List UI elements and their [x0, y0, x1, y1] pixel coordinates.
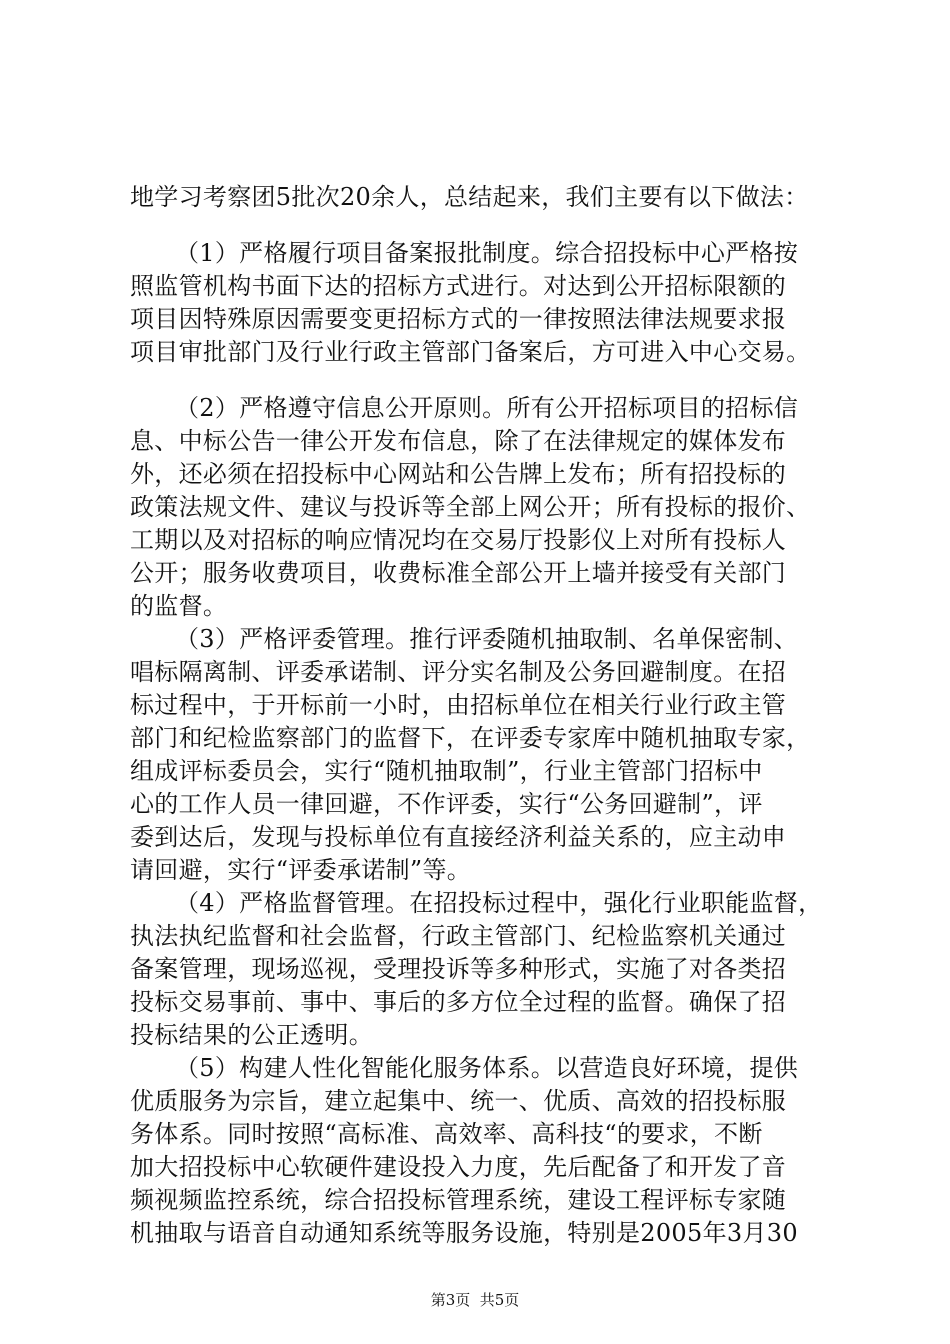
- body-text-line: 加大招投标中心软硬件建设投入力度，先后配备了和开发了音: [130, 1153, 787, 1181]
- body-text-line: 的监督。: [130, 592, 228, 620]
- body-text-line: 照监管机构书面下达的招标方式进行。对达到公开招标限额的: [130, 272, 787, 300]
- paragraph-2-first-line: （2）严格遵守信息公开原则。所有公开招标项目的招标信: [175, 394, 799, 422]
- body-text-line: 投标交易事前、事中、事后的多方位全过程的监督。确保了招: [130, 988, 787, 1016]
- body-text-line: 公开；服务收费项目，收费标准全部公开上墙并接受有关部门: [130, 559, 787, 587]
- paragraph-4-first-line: （4）严格监督管理。在招投标过程中，强化行业职能监督，: [175, 889, 823, 917]
- body-text-line: 项目因特殊原因需要变更招标方式的一律按照法律法规要求报: [130, 305, 787, 333]
- body-text-line: 标过程中，于开标前一小时，由招标单位在相关行业行政主管: [130, 691, 787, 719]
- body-text-line: 优质服务为宗旨，建立起集中、统一、优质、高效的招投标服: [130, 1087, 787, 1115]
- body-text-line: 工期以及对招标的响应情况均在交易厅投影仪上对所有投标人: [130, 526, 787, 554]
- body-text-line: 地学习考察团5批次20余人，总结起来，我们主要有以下做法：: [130, 183, 809, 211]
- paragraph-3-first-line: （3）严格评委管理。推行评委随机抽取制、名单保密制、: [175, 625, 799, 653]
- body-text-line: 外，还必须在招投标中心网站和公告牌上发布；所有招投标的: [130, 460, 787, 488]
- body-text-line: 委到达后，发现与投标单位有直接经济利益关系的，应主动申: [130, 823, 787, 851]
- body-text-line: 息、中标公告一律公开发布信息，除了在法律规定的媒体发布: [130, 427, 787, 455]
- body-text-line: 频视频监控系统，综合招投标管理系统，建设工程评标专家随: [130, 1186, 787, 1214]
- body-text-line: 唱标隔离制、评委承诺制、评分实名制及公务回避制度。在招: [130, 658, 787, 686]
- body-text-line: 组成评标委员会，实行“随机抽取制”，行业主管部门招标中: [130, 757, 763, 785]
- page-number-footer: 第3页 共5页: [430, 1291, 520, 1309]
- body-text-line: 政策法规文件、建议与投诉等全部上网公开；所有投标的报价、: [130, 493, 811, 521]
- body-text-line: 投标结果的公正透明。: [130, 1021, 373, 1049]
- body-text-line: 务体系。同时按照“高标准、高效率、高科技“的要求，不断: [130, 1120, 763, 1148]
- body-text-line: 心的工作人员一律回避，不作评委，实行“公务回避制”，评: [130, 790, 763, 818]
- body-text-line: 执法执纪监督和社会监督，行政主管部门、纪检监察机关通过: [130, 922, 787, 950]
- paragraph-5-first-line: （5）构建人性化智能化服务体系。以营造良好环境，提供: [175, 1054, 799, 1082]
- body-text-line: 备案管理，现场巡视，受理投诉等多种形式，实施了对各类招: [130, 955, 787, 983]
- body-text-line: 项目审批部门及行业行政主管部门备案后，方可进入中心交易。: [130, 338, 811, 366]
- body-text-line: 请回避，实行“评委承诺制”等。: [130, 856, 472, 884]
- paragraph-1-first-line: （1）严格履行项目备案报批制度。综合招投标中心严格按: [175, 239, 799, 267]
- body-text-line: 机抽取与语音自动通知系统等服务设施，特别是2005年3月30: [130, 1219, 798, 1247]
- body-text-line: 部门和纪检监察部门的监督下，在评委专家库中随机抽取专家，: [130, 724, 811, 752]
